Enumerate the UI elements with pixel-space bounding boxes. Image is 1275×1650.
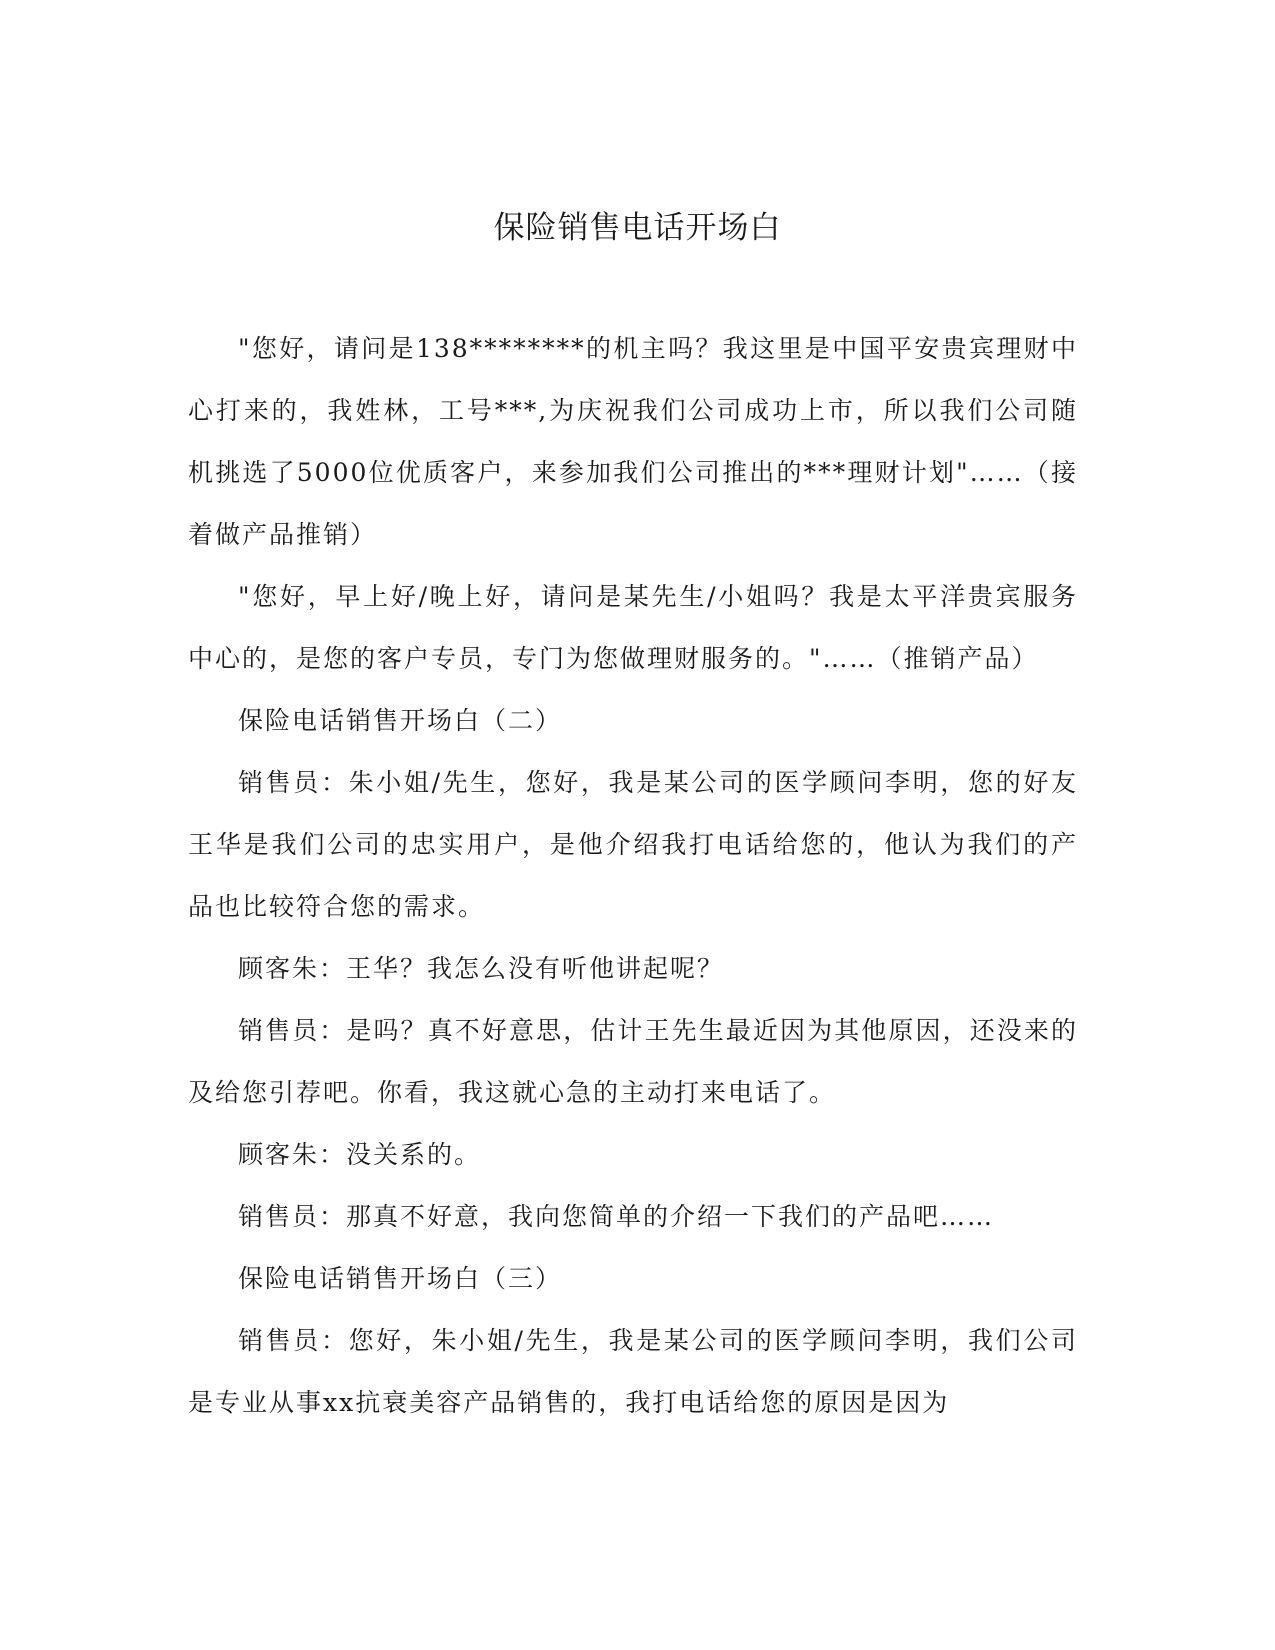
dialogue-salesperson-1: 销售员：朱小姐/先生，您好，我是某公司的医学顾问李明，您的好友王华是我们公司的忠实用户，是他介绍我打电话给您的，他认为我们的产品也比较符合您的需求。 bbox=[188, 768, 1078, 921]
paragraph-intro-taipingyang: "您好，早上好/晚上好，请问是某先生/小姐吗？我是太平洋贵宾服务中心的，是您的客户专员，专门为您做理财服务的。"……（推销产品） bbox=[188, 582, 1078, 673]
document-title: 保险销售电话开场白 bbox=[493, 210, 782, 246]
paragraph-intro-pingan: "您好，请问是138********的机主吗？我这里是中国平安贵宾理财中心打来的，我姓林，工号***,为庆祝我们公司成功上市，所以我们公司随机挑选了5000位优质客户，来参加我们公司推出的***理财计划"……（接着做产品推销） bbox=[188, 334, 1078, 549]
section-heading-3: 保险电话销售开场白（三） bbox=[238, 1264, 563, 1293]
dialogue-salesperson-2: 销售员：是吗？真不好意思，估计王先生最近因为其他原因，还没来的及给您引荐吧。你看，我这就心急的主动打来电话了。 bbox=[188, 1016, 1078, 1107]
document-body bbox=[188, 318, 1078, 1434]
dialogue-customer-2: 顾客朱：没关系的。 bbox=[238, 1140, 482, 1169]
dialogue-customer-1: 顾客朱：王华？我怎么没有听他讲起呢？ bbox=[238, 954, 725, 983]
dialogue-salesperson-3: 销售员：那真不好意，我向您简单的介绍一下我们的产品吧…… bbox=[238, 1202, 995, 1231]
dialogue-salesperson-4: 销售员：您好，朱小姐/先生，我是某公司的医学顾问李明，我们公司是专业从事xx抗衰美容产品销售的，我打电话给您的原因是因为 bbox=[188, 1326, 1078, 1417]
section-heading-2: 保险电话销售开场白（二） bbox=[238, 706, 563, 735]
